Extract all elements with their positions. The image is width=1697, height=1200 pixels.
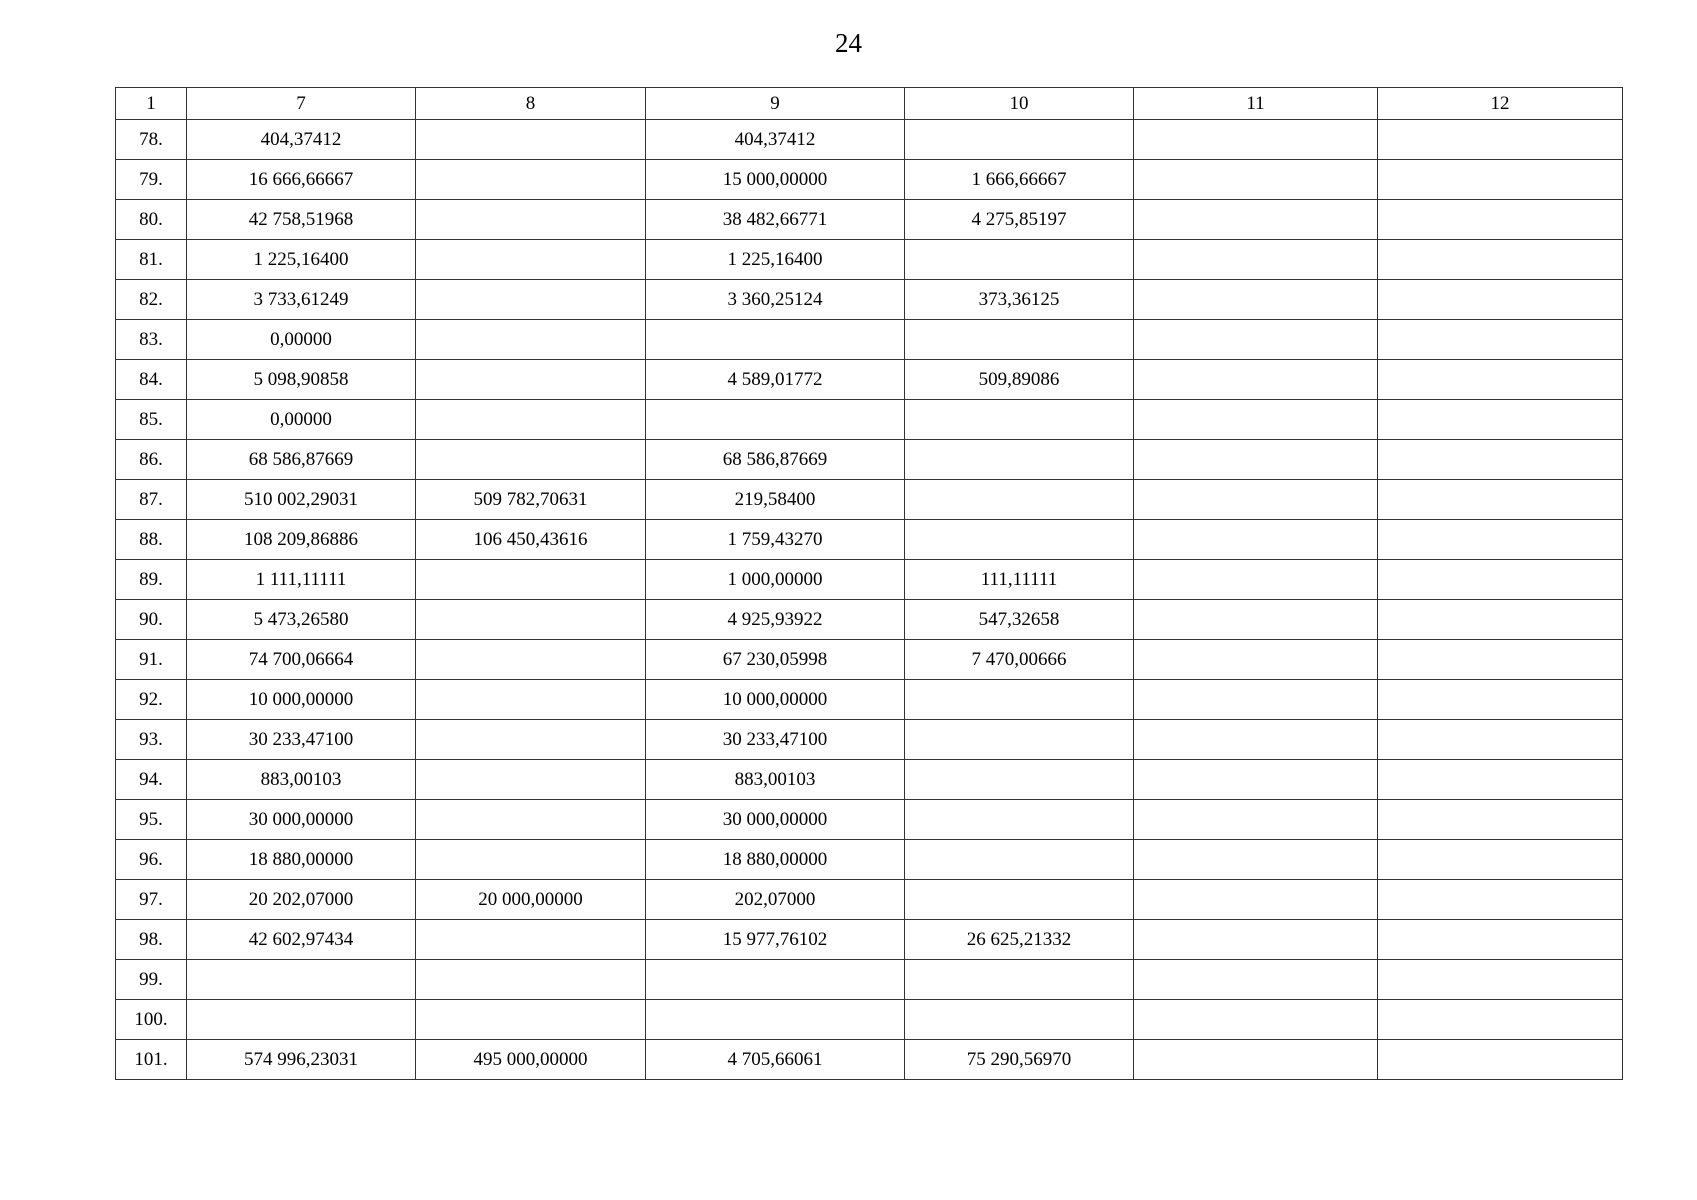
table-body [116,88,1623,1080]
table-cell [1378,960,1623,1000]
table-cell [416,440,646,480]
table-cell: 18 880,00000 [646,840,905,880]
table-row [116,800,1623,840]
table-cell [416,200,646,240]
table-cell: 5 473,26580 [187,600,416,640]
table-cell [1134,160,1378,200]
table-cell: 67 230,05998 [646,640,905,680]
row-number-cell: 96. [116,840,187,880]
column-header: 9 [646,88,905,120]
table-cell [416,240,646,280]
table-cell [1378,880,1623,920]
table-cell [416,320,646,360]
table-cell: 75 290,56970 [905,1040,1134,1080]
table-cell [1378,120,1623,160]
table-cell [1134,440,1378,480]
table-cell: 1 000,00000 [646,560,905,600]
table-row [116,720,1623,760]
table-cell [646,400,905,440]
table-row [116,680,1623,720]
table-cell: 10 000,00000 [187,680,416,720]
table-cell: 18 880,00000 [187,840,416,880]
table-cell [1378,920,1623,960]
table-cell: 38 482,66771 [646,200,905,240]
table-cell [416,120,646,160]
table-cell [1378,640,1623,680]
table-cell [1134,640,1378,680]
table-cell [416,280,646,320]
table-row [116,440,1623,480]
table-cell [1134,560,1378,600]
table-cell: 883,00103 [187,760,416,800]
table-row [116,480,1623,520]
table-cell: 5 098,90858 [187,360,416,400]
column-header: 1 [116,88,187,120]
row-number-cell: 82. [116,280,187,320]
row-number-cell: 79. [116,160,187,200]
table-cell [1378,480,1623,520]
table-row [116,640,1623,680]
table-cell [1378,240,1623,280]
table-row [116,280,1623,320]
table-cell: 373,36125 [905,280,1134,320]
table-cell [905,520,1134,560]
table-cell: 20 000,00000 [416,880,646,920]
table-cell [905,400,1134,440]
table-cell [646,960,905,1000]
table-cell [416,160,646,200]
row-number-cell: 101. [116,1040,187,1080]
table-cell [1134,680,1378,720]
table-cell [1134,960,1378,1000]
row-number-cell: 99. [116,960,187,1000]
table-cell [416,600,646,640]
table-cell [1134,280,1378,320]
table-cell: 509 782,70631 [416,480,646,520]
table-cell [1134,720,1378,760]
table-cell: 4 275,85197 [905,200,1134,240]
table-row [116,360,1623,400]
table-row [116,520,1623,560]
table-cell [416,400,646,440]
table-cell [416,800,646,840]
column-header: 7 [187,88,416,120]
table-row [116,760,1623,800]
table-cell [905,120,1134,160]
table-cell: 1 225,16400 [646,240,905,280]
table-cell [905,240,1134,280]
table-cell [905,800,1134,840]
table-cell: 510 002,29031 [187,480,416,520]
table-cell: 26 625,21332 [905,920,1134,960]
table-cell [1378,200,1623,240]
table-cell [1378,840,1623,880]
table-cell: 547,32658 [905,600,1134,640]
row-number-cell: 88. [116,520,187,560]
table-row [116,560,1623,600]
row-number-cell: 81. [116,240,187,280]
table-cell [905,880,1134,920]
table-cell: 1 666,66667 [905,160,1134,200]
table-cell [1378,360,1623,400]
table-cell [1134,1040,1378,1080]
table-cell: 1 225,16400 [187,240,416,280]
table-cell [187,960,416,1000]
table-cell [1134,760,1378,800]
table-cell [905,840,1134,880]
table-cell [646,1000,905,1040]
table-cell [1134,880,1378,920]
table-cell [1378,520,1623,560]
table-cell: 0,00000 [187,320,416,360]
row-number-cell: 100. [116,1000,187,1040]
table-cell: 404,37412 [646,120,905,160]
table-cell: 4 589,01772 [646,360,905,400]
table-cell: 30 000,00000 [187,800,416,840]
table-cell [1378,160,1623,200]
table-cell [1378,680,1623,720]
table-cell: 111,11111 [905,560,1134,600]
table-cell [1378,1000,1623,1040]
table-cell: 42 602,97434 [187,920,416,960]
table-cell [1134,600,1378,640]
table-cell: 30 233,47100 [187,720,416,760]
table-row [116,840,1623,880]
table-cell: 883,00103 [646,760,905,800]
table-cell [1134,200,1378,240]
table-cell: 509,89086 [905,360,1134,400]
table-cell: 4 925,93922 [646,600,905,640]
table-cell [1134,800,1378,840]
table-cell [416,1000,646,1040]
table-cell [905,960,1134,1000]
table-cell [1134,120,1378,160]
column-header: 10 [905,88,1134,120]
table-cell [1134,480,1378,520]
table-cell [1378,1040,1623,1080]
table-cell [1134,920,1378,960]
row-number-cell: 87. [116,480,187,520]
table-cell: 202,07000 [646,880,905,920]
table-row [116,960,1623,1000]
table-cell: 10 000,00000 [646,680,905,720]
table-cell: 30 233,47100 [646,720,905,760]
table-cell [905,320,1134,360]
table-cell [416,360,646,400]
table-cell [1378,280,1623,320]
table-cell [416,840,646,880]
column-header: 11 [1134,88,1378,120]
row-number-cell: 92. [116,680,187,720]
table-header-row [116,88,1623,120]
table-cell [1378,800,1623,840]
table-cell: 4 705,66061 [646,1040,905,1080]
table-cell: 3 360,25124 [646,280,905,320]
table-cell [1378,440,1623,480]
table-cell [187,1000,416,1040]
table-row [116,320,1623,360]
table-row [116,160,1623,200]
table-cell [1134,400,1378,440]
row-number-cell: 91. [116,640,187,680]
table-cell: 42 758,51968 [187,200,416,240]
row-number-cell: 94. [116,760,187,800]
table-cell: 3 733,61249 [187,280,416,320]
row-number-cell: 86. [116,440,187,480]
row-number-cell: 93. [116,720,187,760]
table-cell [416,640,646,680]
table-cell: 20 202,07000 [187,880,416,920]
table-cell: 68 586,87669 [187,440,416,480]
table-cell: 7 470,00666 [905,640,1134,680]
page-number: 24 [835,28,862,58]
row-number-cell: 98. [116,920,187,960]
table-row [116,880,1623,920]
row-number-cell: 85. [116,400,187,440]
table-cell [905,760,1134,800]
table-cell [1378,720,1623,760]
table-cell [1378,320,1623,360]
table-row [116,200,1623,240]
table-cell [416,680,646,720]
table-cell: 16 666,66667 [187,160,416,200]
table-cell [1134,1000,1378,1040]
table-cell: 219,58400 [646,480,905,520]
table-cell [1134,240,1378,280]
row-number-cell: 90. [116,600,187,640]
table-cell: 30 000,00000 [646,800,905,840]
table-row [116,600,1623,640]
table-row [116,1040,1623,1080]
table-cell [646,320,905,360]
table-cell: 495 000,00000 [416,1040,646,1080]
table-cell [1378,600,1623,640]
data-table [115,87,1623,1080]
row-number-cell: 97. [116,880,187,920]
table-cell: 15 977,76102 [646,920,905,960]
table-cell [905,440,1134,480]
table-cell: 106 450,43616 [416,520,646,560]
table-cell: 15 000,00000 [646,160,905,200]
table-cell [905,1000,1134,1040]
table-cell [416,920,646,960]
row-number-cell: 84. [116,360,187,400]
table-cell: 74 700,06664 [187,640,416,680]
table-cell [416,560,646,600]
row-number-cell: 89. [116,560,187,600]
table-row [116,920,1623,960]
table-cell: 574 996,23031 [187,1040,416,1080]
table-cell: 1 759,43270 [646,520,905,560]
table-cell [1378,760,1623,800]
table-row [116,240,1623,280]
table-cell [905,680,1134,720]
table-cell [1134,840,1378,880]
column-header: 8 [416,88,646,120]
table-cell [1378,400,1623,440]
table-cell [1134,520,1378,560]
table-cell [1378,560,1623,600]
row-number-cell: 80. [116,200,187,240]
table-cell [905,720,1134,760]
table-row [116,400,1623,440]
table-cell: 68 586,87669 [646,440,905,480]
row-number-cell: 95. [116,800,187,840]
table-cell [1134,320,1378,360]
table-cell: 1 111,11111 [187,560,416,600]
table-cell [905,480,1134,520]
row-number-cell: 78. [116,120,187,160]
table-cell: 0,00000 [187,400,416,440]
table-cell [416,720,646,760]
table-cell [1134,360,1378,400]
table-row [116,120,1623,160]
table-cell [416,960,646,1000]
row-number-cell: 83. [116,320,187,360]
table-cell [416,760,646,800]
table-cell: 404,37412 [187,120,416,160]
table-cell: 108 209,86886 [187,520,416,560]
table-row [116,1000,1623,1040]
column-header: 12 [1378,88,1623,120]
